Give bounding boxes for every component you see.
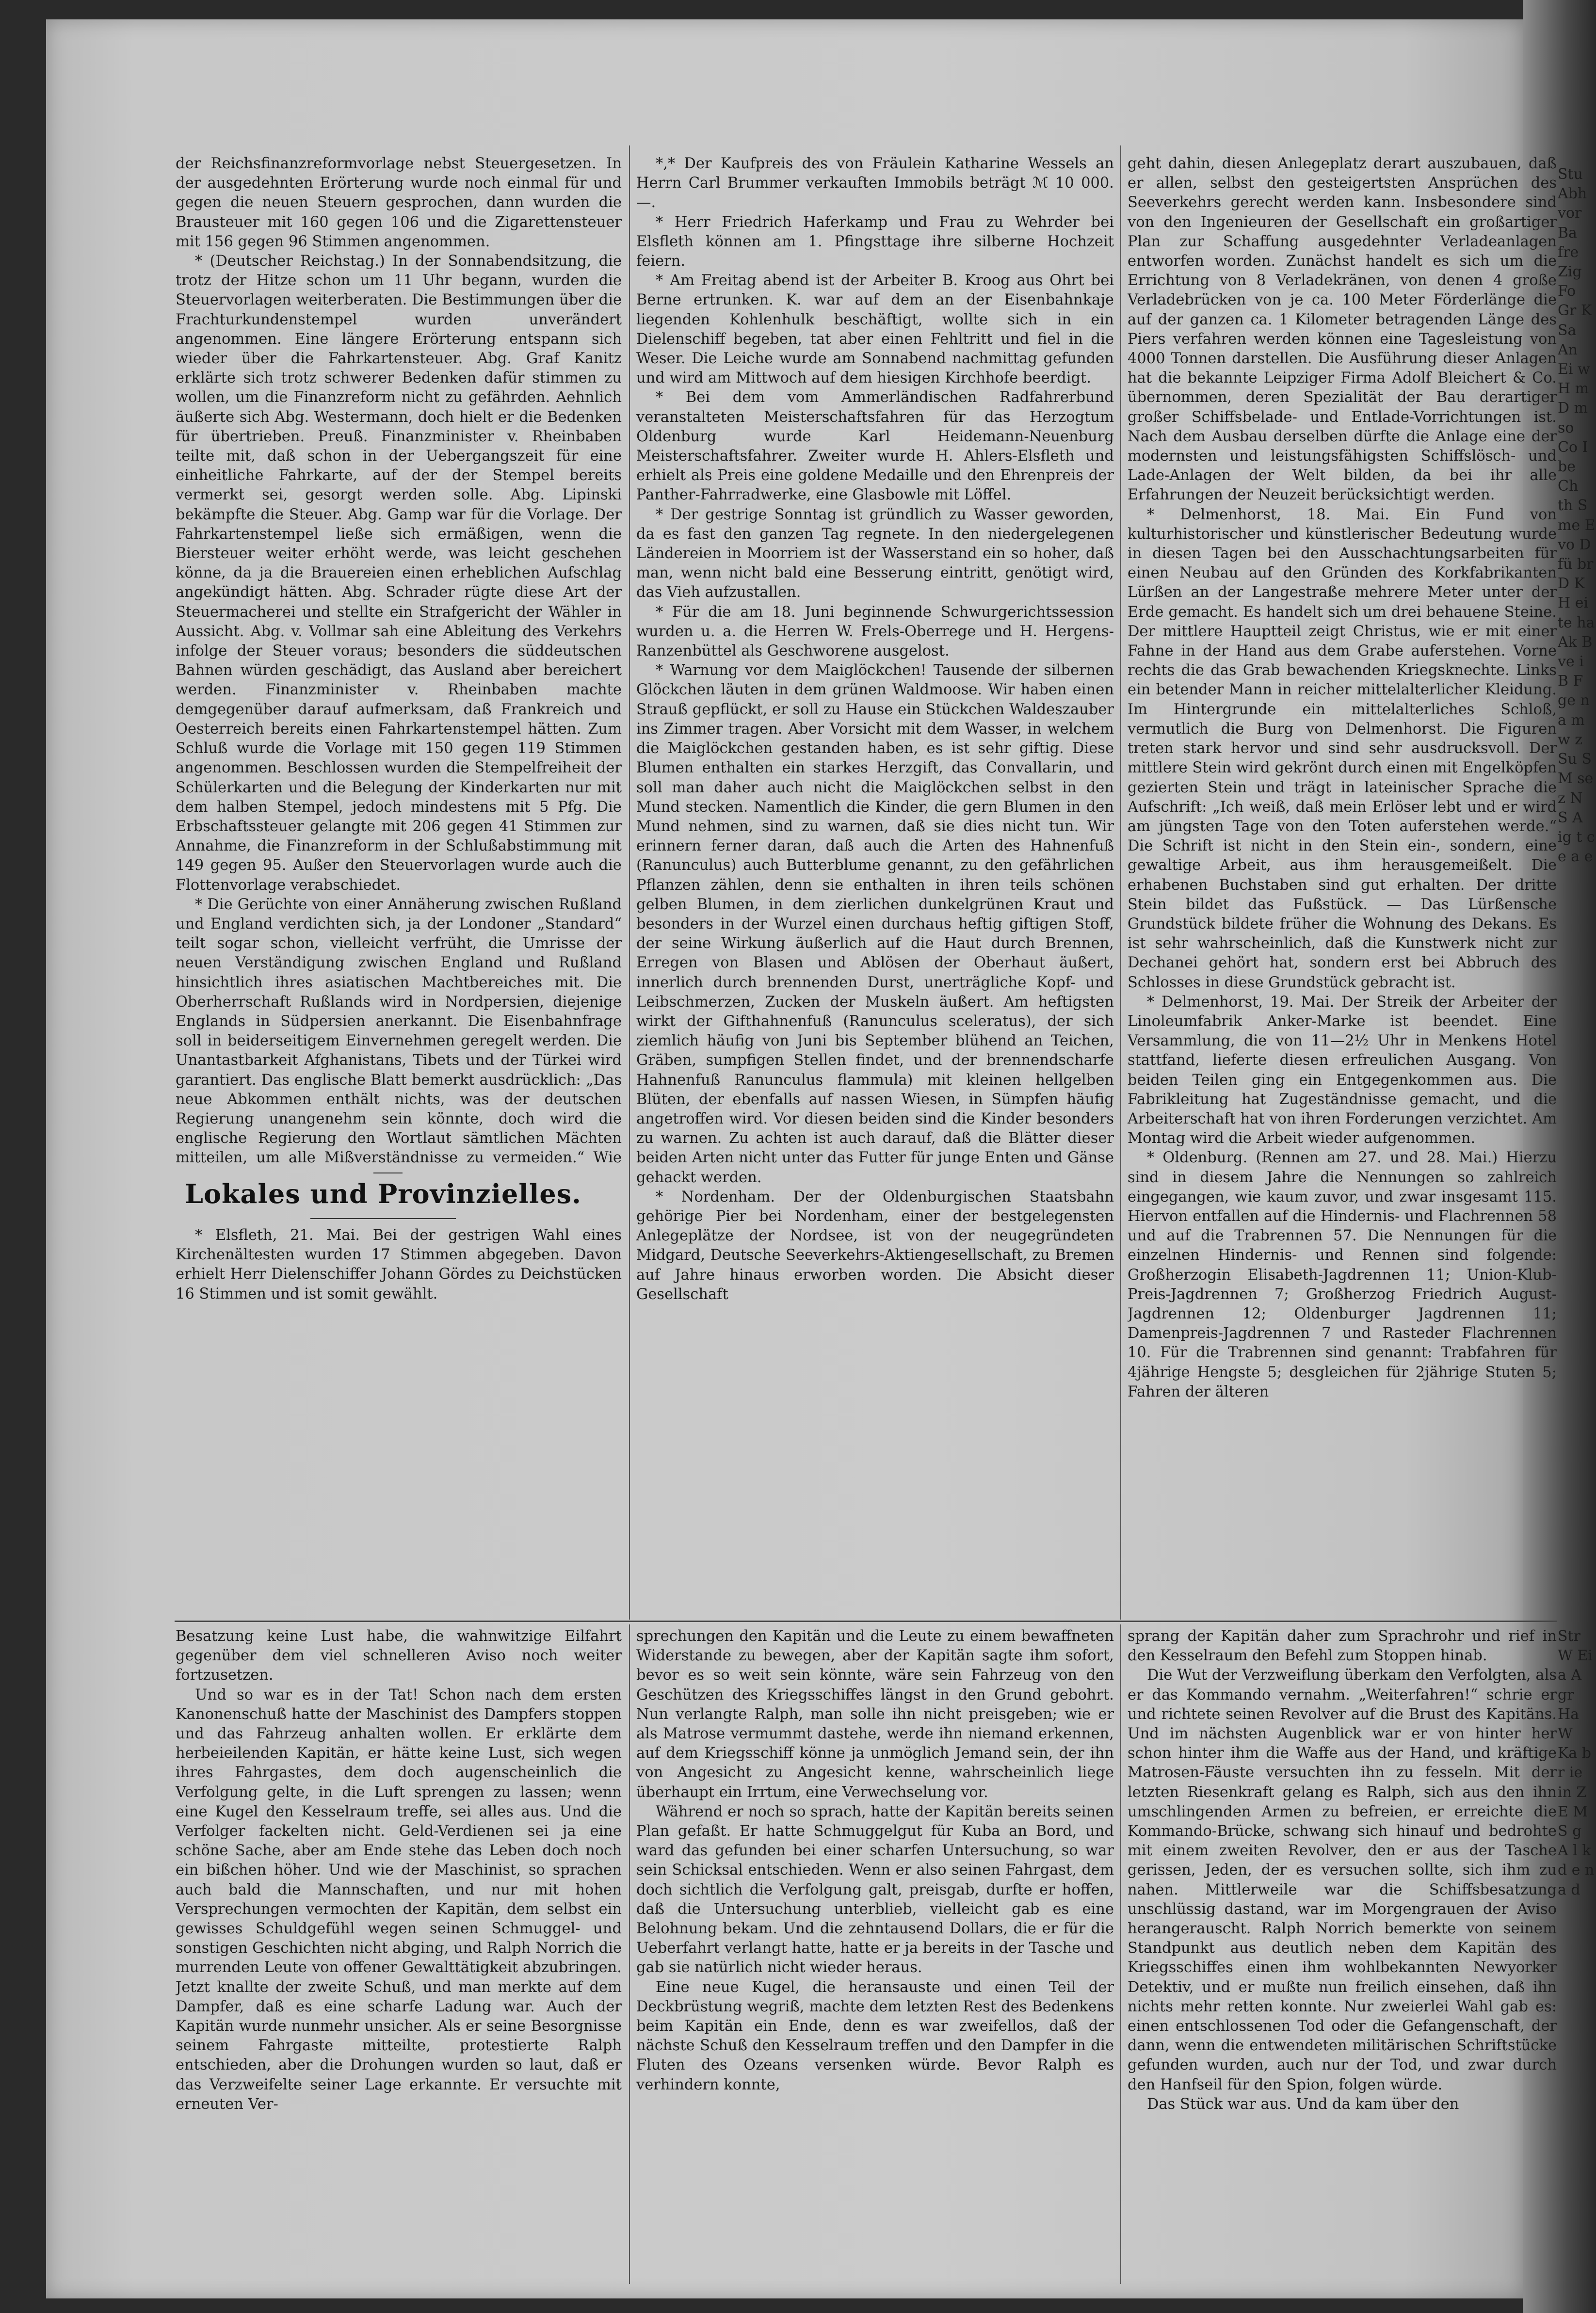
article-paragraph: * Delmenhorst, 18. Mai. Ein Fund von kulturhistorischer und künstlerischer Bedeutung wurde in diesen Tagen bei den Ausschachtungsarbeiten für einen Neubau auf den Gründen des Korkfabrikanten Lürßen an der Langestraße mehrere Meter unter der Erde gemacht. Es handelt sich um drei behauene Steine. Der mittlere Hauptteil zeigt Christus, wie er mit einer Fahne in der Hand aus dem Grabe auferstehen. Vorne rechts die das Grab bewachenden Kriegsknechte. Links ein betender Mann in reicher mittelalterlicher Kleidung. Im Hintergrunde ein mittelalterliches Schloß, vermutlich die Burg von Delmenhorst. Die Figuren treten stark hervor und sind sehr ausdrucksvoll. Der mittlere Stein wird gekrönt durch einen mit Engelköpfen gezierten Stein und trägt in lateinischer Sprache die Aufschrift: „Ich weiß, daß mein Erlöser lebt und er wird am jüngsten Tage von den Toten auferstehen werde.“ Die Schrift ist nicht in den Stein ein-, sondern, eine gewaltige Arbeit, aus ihm herausgemeißelt. Die erhabenen Buchstaben sind gut erhalten. Der dritte Stein bildet das Fußstück. — Das Lürßensche Grundstück bildete früher die Wohnung des Dekans. Es ist sehr wahrscheinlich, daß die Kunstwerk nicht zur Dechanei gehört hat, sondern erst bei Abbruch des Schlosses in diese Grundstück gebracht ist. (1128, 506, 1557, 991)
article-paragraph: * Nordenham. Der der Oldenburgischen Staatsbahn gehörige Pier bei Nordenham, einer der bestgelegensten Anlegeplätze der Nordsee, ist von der neugegründeten Midgard, Deutsche Seeverkehrs-Aktiengesellschaft, zu Bremen auf Jahre hinaus erworben worden. Die Absicht dieser Gesellschaft (636, 1188, 1114, 1303)
adjacent-column-fragment: Stu Abh vor Ba fre Zig Fo Gr K Sa An Ei w H m D m so Co I be Ch th S me E vo D fü br D K H ei te ha Ak B ve i B F ge n a m w z Su S M se z N S A ig t c e a e (1558, 166, 1596, 866)
article-paragraph: * Warnung vor dem Maiglöckchen! Tausende der silbernen Glöckchen läuten in dem grünen Waldmoose. Wir haben einen Strauß gepflückt, er soll zu Hause ein Stückchen Waldeszauber ins Zimmer tragen. Aber Vorsicht mit dem Wasser, in welchem die Maiglöckchen gestanden haben, es ist sehr giftig. Diese Blumen enthalten ein starkes Herzgift, das Convallarin, und soll man daher auch nicht die Maiglöckchen selbst in den Mund stecken. Namentlich die Kinder, die gern Blumen in den Mund nehmen, sind zu warnen, daß sie dies nicht tun. Wir erinnern ferner daran, daß auch die Arten des Hahnenfuß (Ranunculus) auch Butterblume genannt, zu den gefährlichen Pflanzen zählen, denn sie enthalten in ihren teils schönen gelben Blumen, in dem zierlichen dunkelgrünen Kraut und besonders in der Wurzel einen durchaus heftig giftigen Stoff, der seine Wirkung äußerlich auf die Haut durch Brennen, Erregen von Blasen und Ablösen der Oberhaut äußert, innerlich durch brennenden Durst, unerträgliche Kopf- und Leibschmerzen, Zucken der Muskeln äußert. Am heftigsten wirkt der Gifthahnenfuß (Ranunculus sceleratus), der sich ziemlich häufig von Juni bis September blühend an Teichen, Gräben, sumpfigen Stellen findet, und der brennendscharfe Hahnenfuß Ranunculus flammula) mit kleinen hellgelben Blüten, der ebenfalls auf nassen Wiesen, in Sümpfen häufig angetroffen wird. Vor diesen beiden sind die Kinder besonders zu warnen. Zu achten ist auch darauf, daß die Blätter dieser beiden Arten nicht unter das Futter für junge Enten und Gänse gehackt werden. (636, 662, 1114, 1186)
story-column-1 (176, 1627, 622, 2284)
story-paragraph: Besatzung keine Lust habe, die wahnwitzige Eilfahrt gegenüber dem viel schnelleren Aviso noch weiter fortzusetzen. (176, 1628, 622, 1684)
article-paragraph: *,* Der Kaufpreis des von Fräulein Katharine Wessels an Herrn Carl Brummer verkauften Immobils beträgt ℳ 10 000.—. (636, 155, 1114, 211)
column-2 (636, 154, 1114, 1619)
section-divider (175, 1621, 1557, 1622)
column-1 (176, 154, 622, 1168)
column-rule (1120, 145, 1121, 1620)
story-paragraph: Während er noch so sprach, hatte der Kapitän bereits seinen Plan gefaßt. Er hatte Schmuggelgut für Kuba an Bord, und ward das gefunden bei einer scharfen Untersuchung, so war sein Schicksal entschieden. Wenn er also seinen Fahrgast, dem doch sichtlich die Verfolgung galt, preisgab, durfte er hoffen, daß die Untersuchung unterblieb, vielleicht gab es eine Belohnung bekam. Und die zehntausend Dollars, die er für die Ueberfahrt verlangt hatte, hatte er ja bereits in der Tasche und gab sie natürlich nicht wieder heraus. (636, 1803, 1114, 1976)
article-paragraph: der Reichsfinanzreformvorlage nebst Steuergesetzen. In der ausgedehnten Erörterung wurde noch einmal für und gegen die neuen Steuern gesprochen, dann wurden die Brausteuer mit 160 gegen 106 und die Zigarettensteuer mit 156 gegen 96 Stimmen angenommen. (176, 155, 622, 250)
article-paragraph: * Oldenburg. (Rennen am 27. und 28. Mai.) Hierzu sind in diesem Jahre die Nennungen so zahlreich eingegangen, wie kaum zuvor, und zwar insgesamt 115. Hiervon entfallen auf die Hindernis- und Flachrennen 58 und auf die Trabrennen 57. Die Nennungen für die einzelnen Hindernis- und Rennen sind folgende: Großherzogin Elisabeth-Jagdrennen 11; Union-Klub-Preis-Jagdrennen 7; Großherzog Friedrich August-Jagdrennen 12; Oldenburger Jagdrennen 11; Damenpreis-Jagdrennen 7 und Rasteder Flachrennen 10. Für die Trabrennen sind genannt: Trabfahren für 4jährige Hengste 5; desgleichen für 2jährige Stuten 5; Fahren der älteren (1128, 1149, 1557, 1400)
column-rule (1120, 1624, 1121, 2284)
article-paragraph: geht dahin, diesen Anlegeplatz derart auszubauen, daß er allen, selbst den gesteigertsten Ansprüchen des Seeverkehrs gerecht werden kann. Insbesondere sind von den Ingenieuren der Gesellschaft ein großartiger Plan zur Schaffung ausgedehnter Verladeanlagen entworfen worden. Zunächst handelt es sich um die Errichtung von 8 Verladekränen, von denen 4 große Verladebrücken von je ca. 100 Meter Förderlänge die auf der ganzen ca. 1 Kilometer betragenden Länge des Piers verfahren werden können eine Tagesleistung von 4000 Tonnen darstellen. Die Ausführung dieser Anlagen hat die bekannte Leipziger Firma Adolf Bleichert & Co. übernommen, deren Spezialität der Bau derartiger großer Schiffsbelade- und Entlade-Vorrichtungen ist. Nach dem Ausbau derselben dürfte die Anlage eine der modernsten und leistungsfähigsten Schiffslösch- und Lade-Anlagen der Welt bilden, da bei ihr alle Erfahrungen der Neuzeit berücksichtigt werden. (1128, 155, 1557, 504)
story-column-3 (1128, 1627, 1557, 2284)
story-paragraph: Eine neue Kugel, die heransauste und einen Teil der Deckbrüstung wegriß, machte dem letzten Rest des Bedenkens beim Kapitän ein Ende, denn es war zweifellos, daß der nächste Schuß den Kesselraum treffen und den Dampfer in die Fluten des Ozeans versenken würde. Bevor Ralph es verhindern konnte, (636, 1978, 1114, 2093)
column-3 (1128, 154, 1557, 1619)
adjacent-story-fragment: Str W Ei a A gr Ha W Ka b r ie in Z E M S g A l k d e n a d (1558, 1628, 1595, 1898)
column-rule (629, 145, 630, 1620)
section-heading: Lokales und Provinzielles. (185, 1178, 581, 1209)
article-paragraph: * Elsfleth, 21. Mai. Bei der gestrigen Wahl eines Kirchenältesten wurden 17 Stimmen abgegeben. Davon erhielt Herr Dielenschiffer Johann Gördes zu Deichstücken 16 Stimmen und ist somit gewählt. (176, 1227, 622, 1302)
heading-ornament-bottom (310, 1218, 456, 1219)
article-paragraph: * Am Freitag abend ist der Arbeiter B. Kroog aus Ohrt bei Berne ertrunken. K. war auf dem an der Eisenbahnkaje liegenden Kohlenhulk beschäftigt, wollte sich in ein Dielenschiff begeben, tat aber einen Fehltritt und fiel in die Weser. Die Leiche wurde am Sonnabend nachmittag gefunden und wird am Mittwoch auf dem hiesigen Kirchhofe beerdigt. (636, 272, 1114, 387)
story-paragraph: sprang der Kapitän daher zum Sprachrohr und rief in den Kesselraum den Befehl zum Stoppen hinab. (1128, 1628, 1557, 1665)
column-1-local-news (176, 1226, 622, 1614)
article-paragraph: * (Deutscher Reichstag.) In der Sonnabendsitzung, die trotz der Hitze schon um 11 Uhr begann, wurden die Steuervorlagen weiterberaten. Die Bestimmungen über die Frachturkundenstempel wurden unverändert angenommen. Eine längere Erörterung entspann sich wieder über die Fahrkartensteuer. Abg. Graf Kanitz erklärte sich trotz schwerer Bedenken dafür stimmen zu wollen, um die Finanzreform nicht zu gefährden. Aehnlich äußerte sich Abg. Westermann, doch hielt er die Bedenken für übertrieben. Preuß. Finanzminister v. Rheinbaben teilte mit, daß schon in der Uebergangszeit für eine einheitliche Fahrkarte, auf der der Stempel bereits vermerkt sei, gesorgt werden solle. Abg. Lipinski bekämpfte die Steuer. Abg. Gamp war für die Vorlage. Der Fahrkartenstempel ließe sich ermäßigen, wenn die Biersteuer weiter erhöht werde, was leicht geschehen könne, da ja die Brauereien einen erheblichen Aufschlag angekündigt hätten. Abg. Schrader rügte diese Art der Steuermacherei und stellte ein Strafgericht der Wähler in Aussicht. Abg. v. Vollmar sah eine Ableitung des Verkehrs infolge der Steuer voraus; besonders die süddeutschen Bahnen würden geschädigt, das Ausland aber bereichert werden. Finanzminister v. Rheinbaben machte demgegenüber darauf aufmerksam, daß Frankreich und Oesterreich bereits einen Fahrkartenstempel hätten. Zum Schluß wurde die Vorlage mit 150 gegen 119 Stimmen angenommen. Beschlossen wurden die Stempelfreiheit der Schülerkarten und die Belegung der Kinderkarten nur mit dem halben Stempel, jedoch mindestens mit 5 Pfg. Die Erbschaftssteuer gelangte mit 206 gegen 41 Stimmen zur Annahme, die Finanzreform in der Schlußabstimmung mit 149 gegen 95. Außer den Steuervorlagen wurde auch die Flottenvorlage verabschiedet. (176, 253, 622, 894)
article-paragraph: * Der gestrige Sonntag ist gründlich zu Wasser geworden, da es fast den ganzen Tag regnete. In den niedergelegenen Ländereien in Moorriem ist der Wasserstand ein so hoher, daß man, wenn nicht bald eine Besserung eintritt, genötigt wird, das Vieh aufzustallen. (636, 506, 1114, 601)
story-paragraph: Und so war es in der Tat! Schon nach dem ersten Kanonenschuß hatte der Maschinist des Dampfers stoppen und das Fahrzeug anhalten wollen. Er erklärte dem herbeieilenden Kapitän, er hätte keine Lust, sich wegen ihres Fahrgastes, dem doch augenscheinlich die Verfolgung gelte, in die Luft sprengen zu lassen; wenn eine Kugel den Kesselraum treffe, sei alles aus. Und die Verfolger fackelten nicht. Geld-Verdienen sei ja eine schöne Sache, aber am Ende stehe das Leben doch noch ein bißchen höher. Und wie der Maschinist, so sprachen auch bald die Mannschaften, und nur mit hohen Versprechungen vermochten der Kapitän, dem selbst ein gewisses Schuldgefühl wegen seinen Schmuggel- und sonstigen Geschichten nicht abging, und Ralph Norrich die murrenden Leute von offener Gewalttätigkeit abzubringen. Jetzt knallte der zweite Schuß, und man merkte auf dem Dampfer, daß es eine scharfe Ladung war. Auch der Kapitän wurde nunmehr unsicher. Als er seine Besorgnisse seinem Fahrgaste mitteilte, protestierte Ralph entschieden, aber die Drohungen wurden so laut, daß er das Verzweifelte seiner Lage erkannte. Er versuchte mit erneuten Ver- (176, 1686, 622, 2113)
article-paragraph: * Delmenhorst, 19. Mai. Der Streik der Arbeiter der Linoleumfabrik Anker-Marke ist beendet. Eine Versammlung, die von 11—2½ Uhr in Menkens Hotel stattfand, lieferte diesen erfreulichen Ausgang. Von beiden Teilen ging ein Entgegenkommen aus. Die Fabrikleitung hat Zugeständnisse gemacht, und die Arbeiterschaft hat von ihren Forderungen verzichtet. Am Montag wird die Arbeit wieder aufgenommen. (1128, 993, 1557, 1147)
article-paragraph: * Die Gerüchte von einer Annäherung zwischen Rußland und England verdichten sich, ja der Londoner „Standard“ teilt sogar schon, vielleicht verfrüht, die Umrisse der neuen Verständigung zwischen England und Rußland hinsichtlich ihres asiatischen Machtbereiches mit. Die Oberherrschaft Rußlands wird in Nordpersien, diejenige Englands in Südpersien anerkannt. Die Eisenbahnfrage soll in beiderseitigem Einvernehmen geregelt werden. Die Unantastbarkeit Afghanistans, Tibets und der Türkei wird garantiert. Das englische Blatt bemerkt ausdrücklich: „Das neue Abkommen enthält nichts, was der deutschen Regierung unangenehm sein könnte, doch wird die englische Regierung den Wortlaut sämtlichen Mächten mitteilen, um alle Mißverständnisse zu vermeiden.“ Wie (176, 896, 622, 1167)
article-paragraph: * Für die am 18. Juni beginnende Schwurgerichtssession wurden u. a. die Herren W. Frels-Oberrege und H. Hergens-Ranzenbüttel als Geschworene ausgelost. (636, 603, 1114, 660)
article-paragraph: * Bei dem vom Ammerländischen Radfahrerbund veranstalteten Meisterschaftsfahren für das Herzogtum Oldenburg wurde Karl Heidemann-Neuenburg Meisterschaftsfahrer. Zweiter wurde H. Ahlers-Elsfleth und erhielt als Preis eine goldene Medaille und den Ehrenpreis der Panther-Fahrradwerke, eine Glasbowle mit Löffel. (636, 389, 1114, 504)
story-paragraph: Die Wut der Verzweiflung überkam den Verfolgten, als er das Kommando vernahm. „Weiterfahren!“ schrie er und richtete seinen Revolver auf die Brust des Kapitäns. Und im nächsten Augenblick war er von hinter her schon hinter ihm die Waffe aus der Hand, und kräftige Matrosen-Fäuste versuchten ihn zu fesseln. Mit der letzten Riesenkraft gelang es Ralph, sich aus den ihn umschlingenden Armen zu befreien, er erreichte die Kommando-Brücke, schwang sich hinauf und bedrohte mit einem zweiten Revolver, den er aus der Tasche gerissen, Jeden, der es versuchen sollte, sich ihm zu nahen. Mittlerweile war die Schiffsbesatzung unschlüssig dastand, war im Morgengrauen der Aviso herangerauscht. Ralph Norrich bemerkte von seinem Standpunkt aus deutlich neben dem Kapitän des Kriegsschiffes einen ihm wohlbekannten Newyorker Detektiv, und er mußte nun freilich einsehen, daß ihn nichts mehr retten konnte. Nur zweierlei Wahl gab es: einen entschlossenen Tod oder die Gefangenschaft, der dann, wenn die entwendeten militärischen Schriftstücke gefunden wurden, auch nur der Tod, und zwar durch den Hanfseil für den Spion, folgen würde. (1128, 1667, 1557, 2093)
article-paragraph: * Herr Friedrich Haferkamp und Frau zu Wehrder bei Elsfleth können am 1. Pfingsttage ihre silberne Hochzeit feiern. (636, 213, 1114, 270)
story-column-2 (636, 1627, 1114, 2284)
column-rule (629, 1624, 630, 2284)
story-paragraph: sprechungen den Kapitän und die Leute zu einem bewaffneten Widerstande zu bewegen, aber der Kapitän sagte ihm sofort, bevor es so weit sein könnte, wäre sein Fahrzeug von den Geschützen des Kriegsschiffes längst in den Grund gebohrt. Nun verlangte Ralph, man solle ihn nicht preisgeben; wie er als Matrose vermummt dastehe, werde ihn niemand erkennen, auf dem Kriegsschiff könne ja unmöglich Jemand sein, der ihn von Angesicht zu Angesicht kenne, wahrscheinlich liege überhaupt ein Irrtum, eine Verwechselung vor. (636, 1628, 1114, 1801)
story-paragraph: Das Stück war aus. Und da kam über den (1147, 2095, 1459, 2113)
